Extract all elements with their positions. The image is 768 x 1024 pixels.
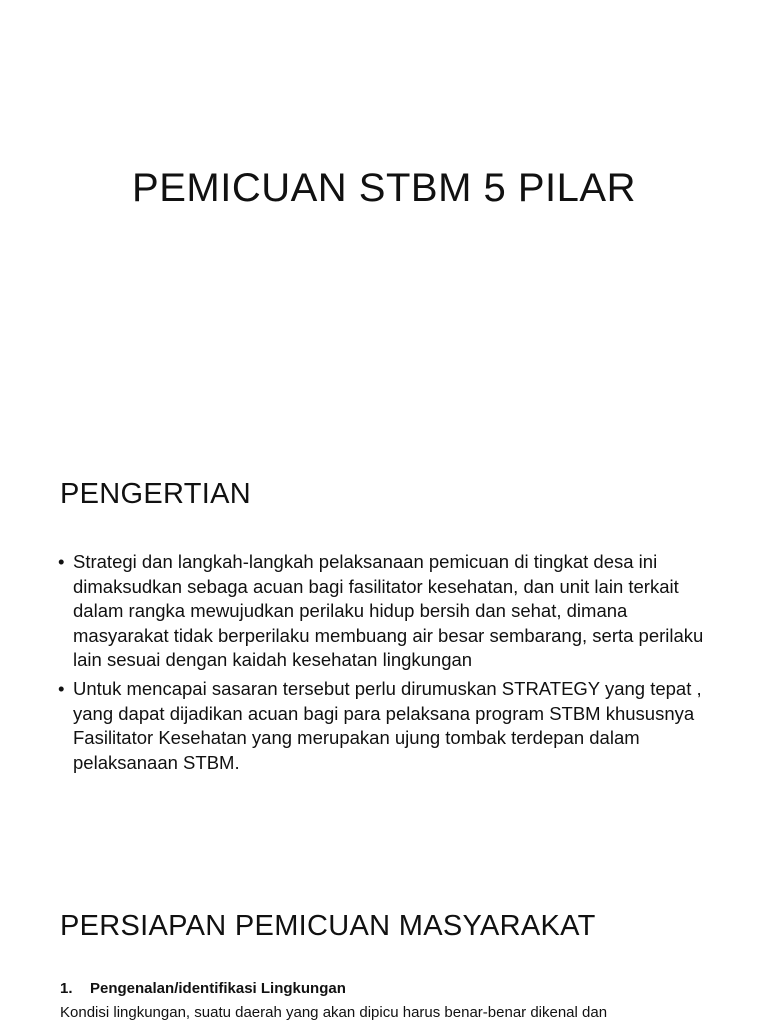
item-number: 1. xyxy=(60,980,73,997)
slide-heading: PENGERTIAN xyxy=(60,478,252,510)
bullet-icon: • xyxy=(58,677,65,699)
body-paragraph: Kondisi lingkungan, suatu daerah yang akan dipicu harus benar-benar dikenal dan xyxy=(60,1004,608,1021)
bullet-text: Strategi dan langkah-langkah pelaksanaan pemicuan di tingkat desa ini dimaksudkan sebaga acuan bagi fasilitator kesehatan, dan unit lain terkait dalam rangka mewujudkan perilaku hidup bersih dan sehat, dimana masyarakat tidak berperilaku membuang air besar sembarang, serta perilaku lain sesuai dengan kaidah kesehatan lingkungan xyxy=(73,551,704,671)
presentation-title: PEMICUAN STBM 5 PILAR xyxy=(132,166,636,210)
numbered-item xyxy=(60,980,346,997)
item-title: Pengenalan/identifikasi Lingkungan xyxy=(90,980,346,997)
bullet-item xyxy=(58,550,718,673)
bullet-item xyxy=(58,677,718,775)
title-slide xyxy=(0,0,768,452)
bullet-text: Untuk mencapai sasaran tersebut perlu dirumuskan STRATEGY yang tepat , yang dapat dijadikan acuan bagi para pelaksana program STBM khususnya Fasilitator Kesehatan yang merupakan ujung tombak terdepan dalam pelaksanaan STBM. xyxy=(73,677,702,773)
bullet-list xyxy=(58,550,718,779)
bullet-icon: • xyxy=(58,551,65,572)
pengertian-slide xyxy=(0,452,768,892)
slide-heading: PERSIAPAN PEMICUAN MASYARAKAT xyxy=(60,910,596,942)
persiapan-slide xyxy=(0,892,768,1024)
